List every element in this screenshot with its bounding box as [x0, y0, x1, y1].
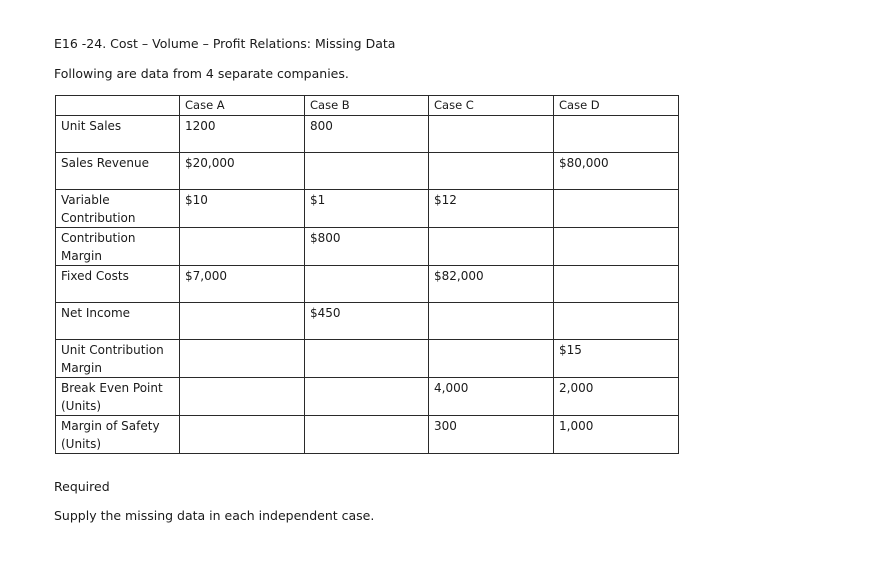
row-label: Net Income — [56, 303, 180, 340]
exercise-title: E16 -24. Cost – Volume – Profit Relations: Missing Data — [54, 36, 396, 51]
cell-case-b — [305, 340, 429, 378]
cell-case-c: $82,000 — [429, 266, 554, 303]
cell-case-d: $80,000 — [554, 153, 679, 190]
header-row — [56, 96, 679, 116]
intro-text: Following are data from 4 separate companies. — [54, 66, 349, 81]
table-row — [56, 340, 679, 378]
cvp-data-table — [55, 95, 679, 454]
table-row — [56, 416, 679, 454]
cell-case-b — [305, 153, 429, 190]
cell-case-c: 4,000 — [429, 378, 554, 416]
cell-case-b — [305, 266, 429, 303]
cell-case-d — [554, 190, 679, 228]
cell-case-a — [180, 378, 305, 416]
table-row — [56, 190, 679, 228]
cell-case-c — [429, 116, 554, 153]
cell-case-b: 800 — [305, 116, 429, 153]
cell-case-d — [554, 266, 679, 303]
cell-case-a: $7,000 — [180, 266, 305, 303]
cell-case-d: 1,000 — [554, 416, 679, 454]
cell-case-a: $20,000 — [180, 153, 305, 190]
table-row — [56, 153, 679, 190]
table-row — [56, 228, 679, 266]
row-label: Variable Contribution — [56, 190, 180, 228]
table-row — [56, 378, 679, 416]
header-blank — [56, 96, 180, 116]
cell-case-b: $800 — [305, 228, 429, 266]
header-case-d: Case D — [554, 96, 679, 116]
row-label: Sales Revenue — [56, 153, 180, 190]
cell-case-a: $10 — [180, 190, 305, 228]
cell-case-b: $450 — [305, 303, 429, 340]
table-row — [56, 266, 679, 303]
required-heading: Required — [54, 479, 110, 494]
row-label: Break Even Point (Units) — [56, 378, 180, 416]
instruction-text: Supply the missing data in each independent case. — [54, 508, 375, 523]
cell-case-d — [554, 116, 679, 153]
cell-case-a — [180, 228, 305, 266]
header-case-b: Case B — [305, 96, 429, 116]
row-label: Contribution Margin — [56, 228, 180, 266]
cell-case-c — [429, 303, 554, 340]
cell-case-d: $15 — [554, 340, 679, 378]
cell-case-a: 1200 — [180, 116, 305, 153]
cell-case-a — [180, 340, 305, 378]
cell-case-d — [554, 303, 679, 340]
row-label: Unit Sales — [56, 116, 180, 153]
cell-case-b — [305, 416, 429, 454]
cell-case-c: $12 — [429, 190, 554, 228]
cell-case-d — [554, 228, 679, 266]
row-label: Unit Contribution Margin — [56, 340, 180, 378]
table-row — [56, 303, 679, 340]
header-case-c: Case C — [429, 96, 554, 116]
table-row — [56, 116, 679, 153]
cell-case-a — [180, 303, 305, 340]
row-label: Fixed Costs — [56, 266, 180, 303]
cell-case-a — [180, 416, 305, 454]
header-case-a: Case A — [180, 96, 305, 116]
cell-case-c — [429, 340, 554, 378]
cell-case-b: $1 — [305, 190, 429, 228]
cell-case-c — [429, 228, 554, 266]
cell-case-c: 300 — [429, 416, 554, 454]
cell-case-c — [429, 153, 554, 190]
row-label: Margin of Safety (Units) — [56, 416, 180, 454]
cell-case-d: 2,000 — [554, 378, 679, 416]
cell-case-b — [305, 378, 429, 416]
